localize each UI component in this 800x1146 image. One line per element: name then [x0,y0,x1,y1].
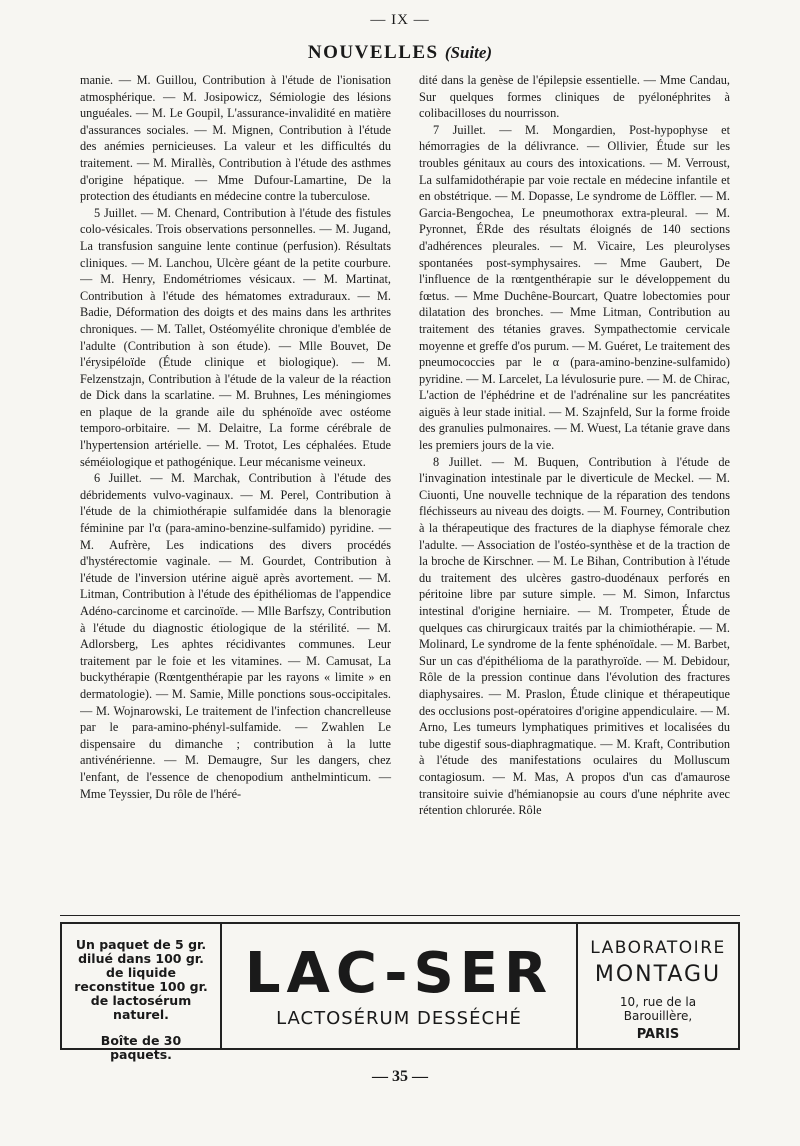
ad-lab-line2: MONTAGU [594,962,722,987]
paragraph: 6 Juillet. — M. Marchak, Contribution à l'étude des débridements vulvo-vaginaux. — M. Perel, Contribution à l'étude de la chimiothérapie sulfamidée dans la blenoragie féminine par l'α (para-amino-benzine-sulfamido) pyridine. — M. Aufrère, Les indications des divers procédés d'hystérectomie vaginale. — M. Gourdet, Contribution à l'étude de l'inversion utérine aiguë après avortement. — M. Litman, Contribution à l'étude des épithéliomas de l'appendice Adéno-carcinome et carcinoïde. — Mlle Barfszy, Contribution à l'étude du diagnostic étiologique de la stérilité. — M. Adlorsberg, Les aphtes récidivantes communes. Leur traitement par le foie et les vitamines. — M. Camusat, La buckythérapie (Rœntgenthérapie par les rayons « limite » en dermatologie). — M. Samie, Mille ponctions sous-occipitales. — M. Wojnarowski, Le traitement de l'infection chancrelleuse par le para-amino-phényl-sulfamide. — Zwahlen Le dispensaire du dimanche ; contribution à la lutte antivénérienne. — M. Demaugre, Sur les dangers, chez l'enfant, de l'essence de chenopodium anthelminticum. — Mme Teyssier, Du rôle de l'héré- [80,471,391,801]
page-number: — 35 — [372,1068,428,1085]
divider [60,915,740,916]
paragraph: 8 Juillet. — M. Buquen, Contribution à l'étude de l'invagination intestinale par le diverticule de Meckel. — M. Ciuonti, Une nouvelle technique de la réparation des tendons fléchisseurs au niveau des doigts. — M. Fourney, Contribution à la thérapeutique des fractures de la diaphyse fémorale chez l'adulte. — Association de l'ostéo-synthèse et de la traction de la broche de Kirschner. — M. Le Bihan, Contribution à l'étude du traitement des ulcères gastro-duodénaux perforés en péritoine libre par suture simple. — M. Simon, Infarctus intestinal d'origine herniaire. — M. Trompeter, Étude de quelques cas chirurgicaux traités par la chimiothérapie. — M. Molinard, Le syndrome de la fente sphénoïdale. — M. Barbet, Sur un cas d'épithélioma de la parathyroïde. — M. Debidour, Rôle de la pression continue dans l'évolution des fractures diaphysaires. — M. Praslon, Étude clinique et thérapeutique des occlusions post-opératoires d'origine appendiculaire. — M. Arno, Les tumeurs lymphatiques primitives et localisées du tube digestif sous-diaphragmatique. — M. Kraft, Contribution à l'étude des manifestations oculaires du Molluscum contagiosum. — M. Mas, A propos d'un cas d'amaurose transitoire suivie d'hémianopsie au cours d'une néphrite avec rétention chlorurée. Rôle [419,454,730,818]
ad-left-panel [62,924,222,1062]
advertisement [60,922,740,1062]
text-columns [80,72,730,910]
paragraph: dité dans la genèse de l'épilepsie essentielle. — Mme Candau, Sur quelques formes cliniques de pyélonéphrites à colibacilloses du nourrisson. [419,73,730,121]
ad-brand: LAC-SER [244,940,554,1006]
ad-dosage-text: Un paquet de 5 gr. dilué dans 100 gr. de liquide reconstitue 100 gr. de lactosérum naturel. [74,937,208,1022]
page-roman-number: — IX — [370,12,430,28]
paragraph: manie. — M. Guillou, Contribution à l'étude de l'ionisation atmosphérique. — M. Josipowicz, Sémiologie des lésions unguéales. — M. Le Goupil, L'assurance-invalidité en matière d'assurances sociales. — M. Mignen, Contribution à l'étude des anémies pernicieuses. La valeur et les difficultés du traitement. — M. Mirallès, Contribution à l'étude des asthmes d'origine hépatique. — Mme Dufour-Lamartine, De la protection des étudiants en médecine contre la tuberculose. [80,73,391,204]
running-head [0,42,800,64]
ad-product: LACTOSÉRUM DESSÉCHÉ [276,1007,522,1029]
section-title: NOUVELLES [307,42,439,63]
paragraph: 5 Juillet. — M. Chenard, Contribution à l'étude des fistules colo-vésicales. Trois observations personnelles. — M. Jugand, La transfusion sanguine lente continue (perfusion). Résultats cliniques. — M. Lanchou, Ulcère géant de la petite courbure. — M. Henry, Endométriomes vésicaux. — M. Martinat, Contribution à l'étude des hématomes extraduraux. — M. Badie, Déformation des doigts et des mains dans les arthrites chroniques. — M. Tallet, Ostéomyélite chronique d'emblée de l'adulte (Contribution à son étude). — Mlle Bouvet, De l'érysipéloïde (Étude clinique et biologique). — M. Felzenstzajn, Contribution à l'étude de la valeur de la réaction de Dick dans la scarlatine. — M. Bruhnes, Les méningiomes en plaque de la grande aile du sphénoïde avec ostéome temporo-orbitaire. — M. Delaitre, La forme cérébrale de l'hypertension artérielle. — M. Trotot, Les céphalées. Etude séméiologique et pathogénique. Leur mécanisme veineux. [80,205,391,469]
right-column [419,72,730,910]
paragraph: 7 Juillet. — M. Mongardien, Post-hypophyse et hémorragies de la délivrance. — Ollivier, Étude sur les troubles génitaux au cours des intoxications. — M. Verroust, La sulfamidothérapie par voie rectale en médecine infantile et en obstétrique. — M. Dopasse, Le syndrome de Löffler. — M. Garcia-Bengochea, Le pneumothorax extra-pleural. — M. Pyronnet, ÉRde des résultats éloignés de 140 sections d'adhérences pleurales. — M. Vicaire, Les pleurolyses spontanées post-symphysaires. — Mme Gaubert, De l'influence de la rœntgenthérapie sur le développement du fœtus. — Mme Duchêne-Bourcart, Quatre lobectomies pour dilatation des bronches. — Mme Litman, Contribution au traitement des tétanies graves. Sympathectomie cervicale moyenne et greffe d'os purum. — M. Guéret, Le traitement des pneumococcies par le α (para-amino-benzine-sulfamido) pyridine. — M. Larcelet, La lévulosurie pure. — M. de Chirac, L'action de l'éphédrine et de l'adrénaline sur les pancréatites aiguës à leur stade initial. — M. Szajnfeld, Sur la forme froide des granulies pulmonaires. — M. Wuest, La tétanie grave dans les premiers jours de la vie. [419,122,730,453]
ad-address: 10, rue de la Barouillère, [619,995,697,1023]
ad-city: PARIS [636,1027,680,1042]
ad-lab-line1: LABORATOIRE [590,938,726,958]
left-column [80,72,391,910]
ad-right-panel [578,924,738,1048]
section-suite: (Suite) [444,43,493,62]
ad-center-panel [222,924,578,1048]
ad-box-text: Boîte de 30 paquets. [100,1033,182,1062]
